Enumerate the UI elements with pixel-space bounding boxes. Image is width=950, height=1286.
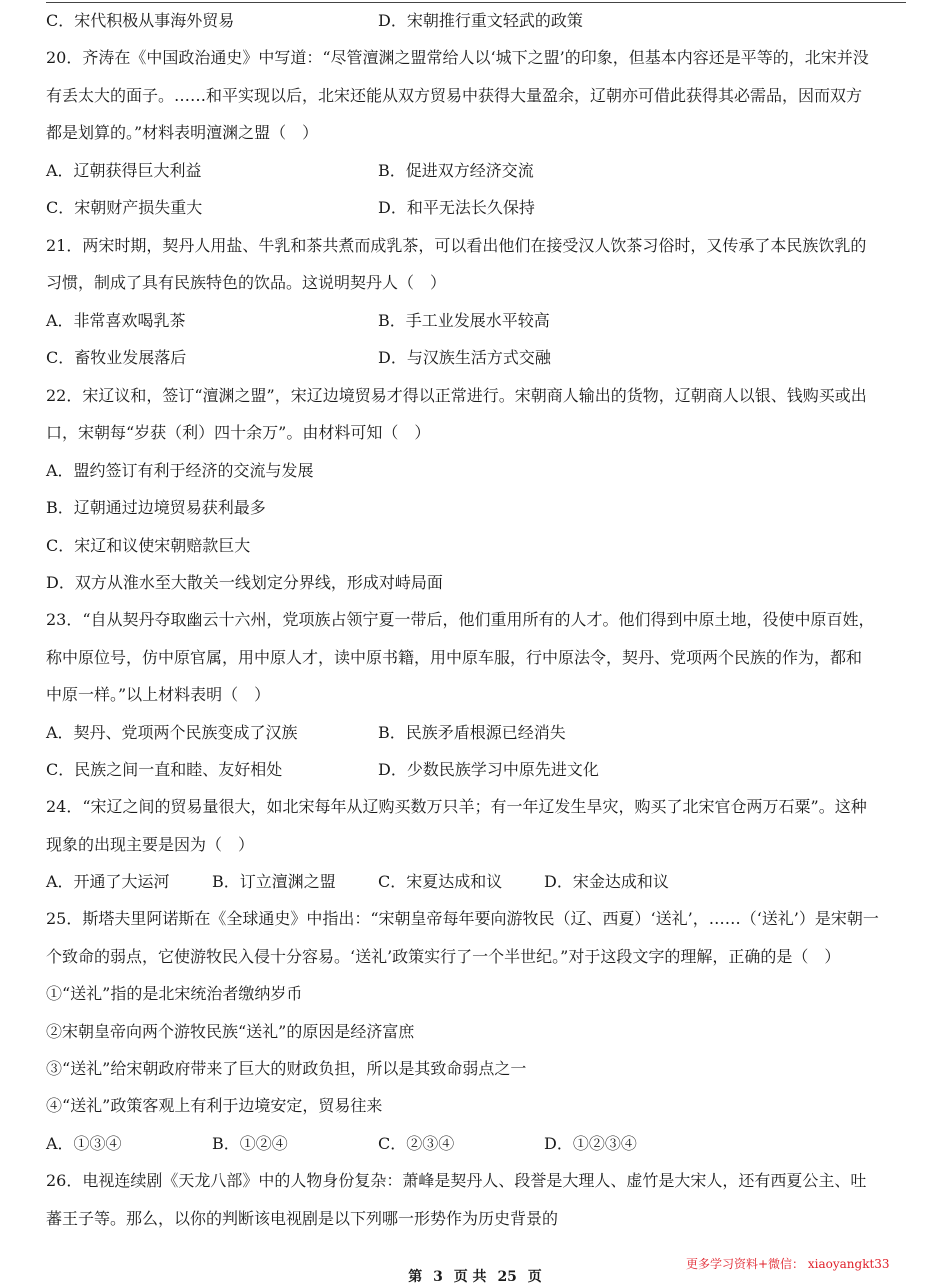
- q21-option-a[interactable]: A．非常喜欢喝乳茶: [46, 311, 186, 330]
- q23-stem-line-1: 23．“自从契丹夺取幽云十六州，党项族占领宁夏一带后，他们重用所有的人才。他们得到中原土地，役使中原百姓，: [46, 610, 875, 629]
- q22-stem-line-1: 22．宋辽议和，签订“澶渊之盟”，宋辽边境贸易才得以正常进行。宋朝商人输出的货物，辽朝商人以银、钱购买或出: [46, 386, 867, 405]
- q20-option-c[interactable]: C．宋朝财产损失重大: [46, 198, 203, 217]
- q25-statement-2: ②宋朝皇帝向两个游牧民族“送礼”的原因是经济富庶: [46, 1022, 415, 1041]
- top-rule: [46, 2, 906, 3]
- page-footer: [0, 1266, 950, 1286]
- footer-page-label-post: 页: [527, 1269, 542, 1285]
- q23-option-a[interactable]: A．契丹、党项两个民族变成了汉族: [46, 723, 298, 742]
- q25-statement-4: ④“送礼”政策客观上有利于边境安定，贸易往来: [46, 1096, 383, 1115]
- q20-stem-line-3: 都是划算的。”材料表明澶渊之盟（ ）: [46, 123, 319, 142]
- q26-stem-line-2: 蕃王子等。那么，以你的判断该电视剧是以下列哪一形势作为历史背景的: [46, 1209, 559, 1228]
- q23-option-b[interactable]: B．民族矛盾根源已经消失: [378, 723, 566, 742]
- q23-option-d[interactable]: D．少数民族学习中原先进文化: [378, 760, 599, 779]
- footer-page-number: 3: [433, 1269, 443, 1285]
- q25-statement-3: ③“送礼”给宋朝政府带来了巨大的财政负担，所以是其致命弱点之一: [46, 1059, 527, 1078]
- q25-option-a[interactable]: A．①③④: [46, 1134, 122, 1153]
- q23-stem-line-2: 称中原位号，仿中原官属，用中原人才，读中原书籍，用中原车服，行中原法令，契丹、党项两个民族的作为，都和: [46, 648, 863, 667]
- q21-option-d[interactable]: D．与汉族生活方式交融: [378, 348, 551, 367]
- q22-option-d[interactable]: D．双方从淮水至大散关一线划定分界线，形成对峙局面: [46, 573, 443, 592]
- q24-option-d[interactable]: D．宋金达成和议: [544, 872, 669, 891]
- q22-option-a[interactable]: A．盟约签订有利于经济的交流与发展: [46, 461, 314, 480]
- q21-option-c[interactable]: C．畜牧业发展落后: [46, 348, 187, 367]
- q21-option-b[interactable]: B．手工业发展水平较高: [378, 311, 550, 330]
- q23-stem-line-3: 中原一样。”以上材料表明（ ）: [46, 685, 271, 704]
- q21-stem-line-1: 21．两宋时期，契丹人用盐、牛乳和茶共煮而成乳茶，可以看出他们在接受汉人饮茶习俗时，又传承了本民族饮乳的: [46, 236, 867, 255]
- watermark-text: 更多学习资料+微信： xiaoyangkt33: [686, 1257, 890, 1271]
- q20-option-b[interactable]: B．促进双方经济交流: [378, 161, 534, 180]
- q25-stem-line-1: 25．斯塔夫里阿诺斯在《全球通史》中指出：“宋朝皇帝每年要向游牧民（辽、西夏）‘送礼’，……（‘送礼’）是宋朝一: [46, 909, 879, 928]
- q20-stem-line-2: 有丢太大的面子。……和平实现以后，北宋还能从双方贸易中获得大量盈余，辽朝亦可借此获得其必需品，因而双方: [46, 86, 863, 105]
- q24-stem-line-2: 现象的出现主要是因为（ ）: [46, 835, 255, 854]
- q23-option-c[interactable]: C．民族之间一直和睦、友好相处: [46, 760, 283, 779]
- q24-option-c[interactable]: C．宋夏达成和议: [378, 872, 503, 891]
- q24-option-a[interactable]: A．开通了大运河: [46, 872, 170, 891]
- q25-option-d[interactable]: D．①②③④: [544, 1134, 637, 1153]
- q25-statement-1: ①“送礼”指的是北宋统治者缴纳岁币: [46, 984, 303, 1003]
- q20-stem-line-1: 20．齐涛在《中国政治通史》中写道：“尽管澶渊之盟常给人以‘城下之盟’的印象，但基本内容还是平等的，北宋并没: [46, 48, 869, 67]
- footer-page-label-mid: 页 共: [453, 1269, 487, 1285]
- q21-stem-line-2: 习惯，制成了具有民族特色的饮品。这说明契丹人（ ）: [46, 273, 447, 292]
- q25-option-c[interactable]: C．②③④: [378, 1134, 455, 1153]
- q22-option-c[interactable]: C．宋辽和议使宋朝赔款巨大: [46, 536, 251, 555]
- q24-option-b[interactable]: B．订立澶渊之盟: [212, 872, 336, 891]
- q26-stem-line-1: 26．电视连续剧《天龙八部》中的人物身份复杂：萧峰是契丹人、段誉是大理人、虚竹是大宋人，还有西夏公主、吐: [46, 1171, 867, 1190]
- footer-total-pages: 25: [497, 1269, 517, 1285]
- q24-stem-line-1: 24．“宋辽之间的贸易量很大，如北宋每年从辽购买数万只羊；有一年辽发生旱灾，购买了北宋官仓两万石粟”。这种: [46, 797, 867, 816]
- q19-option-d[interactable]: D．宋朝推行重文轻武的政策: [378, 11, 583, 30]
- q20-option-a[interactable]: A．辽朝获得巨大利益: [46, 161, 202, 180]
- q25-option-b[interactable]: B．①②④: [212, 1134, 288, 1153]
- q25-stem-line-2: 个致命的弱点，它使游牧民入侵十分容易。‘送礼’政策实行了一个半世纪。”对于这段文字的理解，正确的是（ ）: [46, 947, 841, 966]
- q20-option-d[interactable]: D．和平无法长久保持: [378, 198, 535, 217]
- q22-stem-line-2: 口，宋朝每“岁获（利）四十余万”。由材料可知（ ）: [46, 423, 431, 442]
- footer-page-label-pre: 第: [408, 1269, 423, 1285]
- q19-option-c[interactable]: C．宋代积极从事海外贸易: [46, 11, 235, 30]
- q22-option-b[interactable]: B．辽朝通过边境贸易获利最多: [46, 498, 266, 517]
